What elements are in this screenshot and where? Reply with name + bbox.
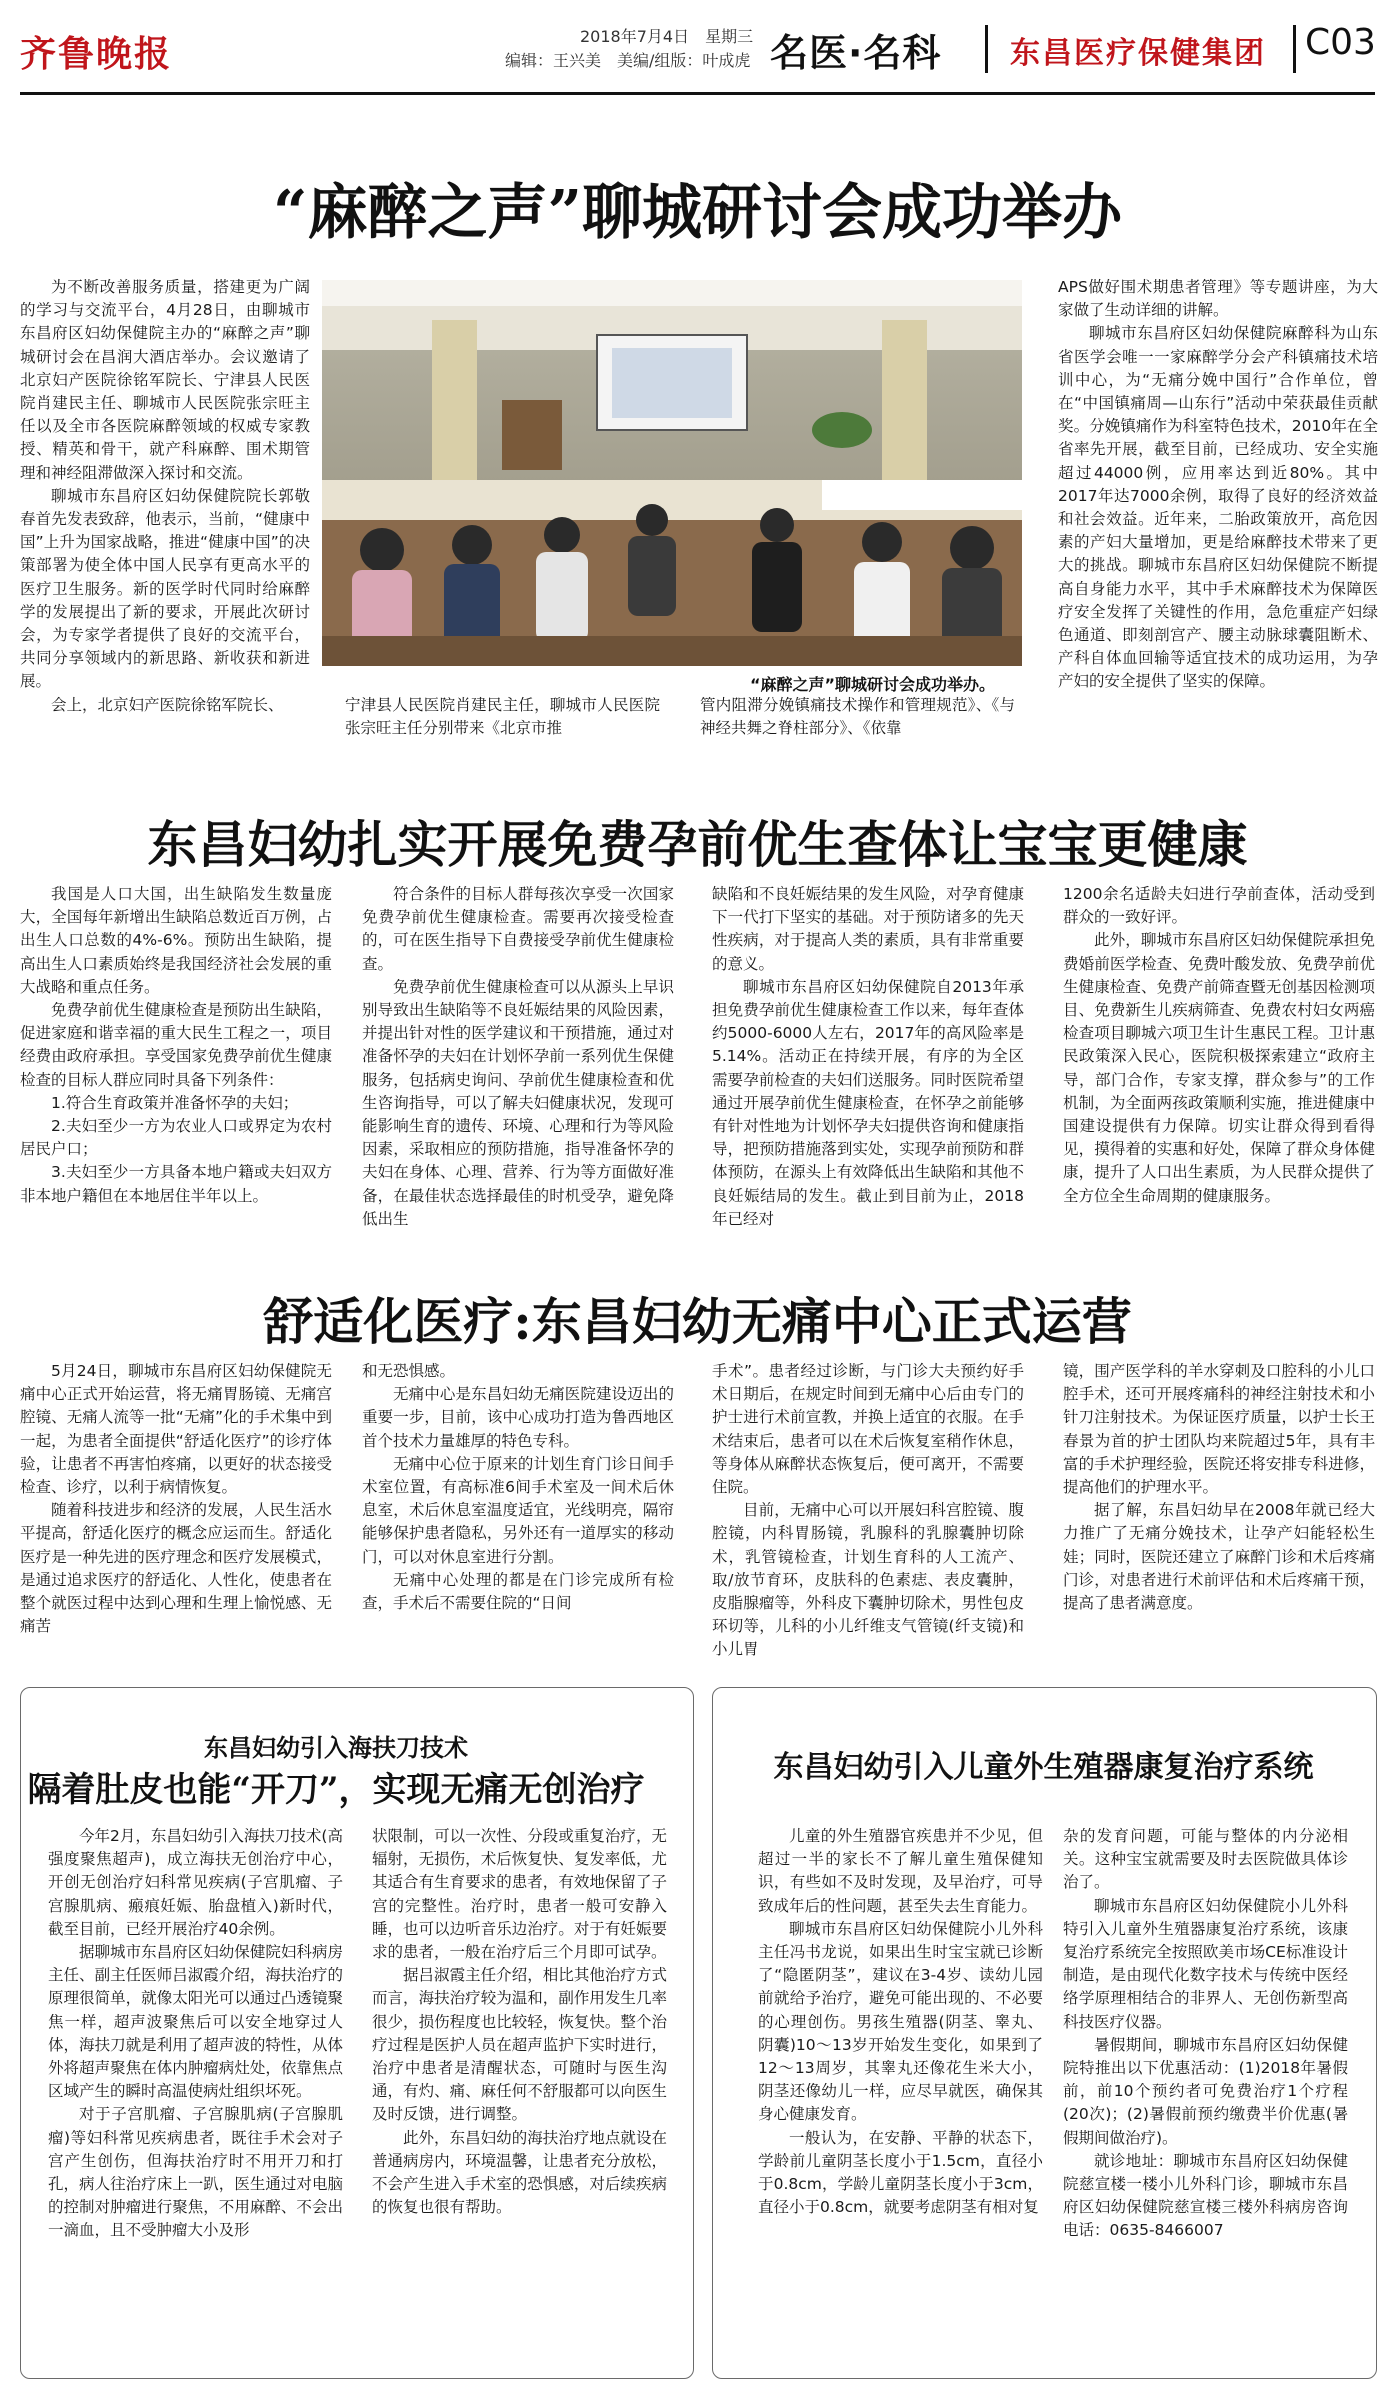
paragraph: 聊城市东昌府区妇幼保健院小儿外科特引入儿童外生殖器康复治疗系统，该康复治疗系统完全按照欧美市场CE标准设计制造，是由现代化数字技术与传统中医经络学原理相结合的非界人、无创伤新型高科技医疗仪器。 [1063, 1896, 1348, 2031]
paragraph: 手术”。患者经过诊断，与门诊大夫预约好手术日期后，在规定时间到无痛中心后由专门的护士进行术前宣教，并换上适宜的衣服。在手术结束后，患者可以在术后恢复室稍作休息，等身体从麻醉状态恢复后，便可离开，不需要住院。 [712, 1362, 1024, 1497]
paragraph: 儿童的外生殖器官疾患并不少见，但超过一半的家长不了解儿童生殖保健知识，有些如不及时发现，及早治疗，可导致成年后的性问题，甚至失去生育能力。 [758, 1827, 1043, 1915]
paragraph: 镜，围产医学科的羊水穿刺及口腔科的小儿口腔手术，还可开展疼痛科的神经注射技术和小针刀注射技术。为保证医疗质量，以护士长王春景为首的护士团队均来院超过5年，具有丰富的手术护理经验，医院还将安排专科进修，提高他们的护理水平。 [1063, 1362, 1375, 1497]
paragraph: 5月24日，聊城市东昌府区妇幼保健院无痛中心正式开始运营，将无痛胃肠镜、无痛宫腔镜、无痛人流等一批“无痛”化的手术集中到一起，为患者全面提供“舒适化医疗”的诊疗体验，让患者不再害怕疼痛，以更好的状态接受检查、诊疗，以利于病情恢复。 [20, 1362, 332, 1497]
paragraph: 聊城市东昌府区妇幼保健院小儿外科主任冯书龙说，如果出生时宝宝就已诊断了“隐匿阴茎”，建议在3-4岁、读幼儿园前就给予治疗，避免可能出现的、不必要的心理创伤。男孩生殖器(阴茎、睾丸、阴囊)10～13岁开始发生变化，如果到了12～13周岁，其睾丸还像花生米大小，阴茎还像幼儿一样，应尽早就医，确保其身心健康发育。 [758, 1919, 1043, 2124]
article-column [345, 694, 660, 750]
page-number: C03 [1305, 22, 1376, 63]
paragraph: 为不断改善服务质量，搭建更为广阔的学习与交流平台，4月28日，由聊城市东昌府区妇幼保健院主办的“麻醉之声”聊城研讨会在昌润大酒店举办。会议邀请了北京妇产医院徐铭军院长、宁津县人民医院肖建民主任、聊城市人民医院张宗旺主任以及全市各医院麻醉领域的权威专家教授、精英和骨干，就产科麻醉、围术期管理和神经阻滞做深入探讨和交流。 [20, 278, 310, 482]
paragraph: 我国是人口大国，出生缺陷发生数量庞大，全国每年新增出生缺陷总数近百万例，占出生人口总数的4%-6%。预防出生缺陷，提高出生人口素质始终是我国经济社会发展的重大战略和重点任务。 [20, 885, 332, 996]
paragraph: 此外，聊城市东昌府区妇幼保健院承担免费婚前医学检查、免费叶酸发放、免费孕前优生健康检查、免费产前筛查暨无创基因检测项目、免费新生儿疾病筛查、免费农村妇女两癌检查项目聊城六项卫生计生惠民工程。卫计惠民政策深入民心，医院积极探索建立“政府主导，部门合作，专家支撑，群众参与”的工作机制，为全面两孩政策顺利实施，推进健康中国建设提供有力保障。切实让群众得到看得见，摸得着的实惠和好处，保障了群众身体健康，提升了人口出生素质，为人民群众提供了全方位全生命周期的健康服务。 [1063, 931, 1375, 1205]
photo-caption: “麻醉之声”聊城研讨会成功举办。 [750, 675, 996, 694]
paragraph: 符合条件的目标人群每孩次享受一次国家免费孕前优生健康检查。需要再次接受检查的，可在医生指导下自费接受孕前优生健康检查。 [362, 885, 674, 973]
issue-date: 2018年7月4日 星期三 [580, 27, 754, 46]
article-column [372, 1825, 667, 2365]
paragraph: 此外，东昌妇幼的海扶治疗地点就设在普通病房内，环境温馨，让患者充分放松，不会产生进入手术室的恐惧感，对后续疾病的恢复也很有帮助。 [372, 2128, 667, 2217]
article-column [1063, 883, 1375, 1273]
article-column [20, 276, 310, 776]
header-divider [985, 25, 988, 73]
article-headline: 东昌妇幼扎实开展免费孕前优生查体让宝宝更健康 [147, 815, 1248, 874]
paragraph: 无痛中心是东昌妇幼无痛医院建设迈出的重要一步，目前，该中心成功打造为鲁西地区首个技术力量雄厚的特色专科。 [362, 1385, 674, 1450]
paragraph: 暑假期间，聊城市东昌府区妇幼保健院特推出以下优惠活动：(1)2018年暑假前，前10个预约者可免费治疗1个疗程(20次)；(2)暑假前预约缴费半价优惠(暑假期间做治疗)。 [1063, 2035, 1348, 2147]
paragraph: 随着科技进步和经济的发展，人民生活水平提高，舒适化医疗的概念应运而生。舒适化医疗是一种先进的医疗理念和医疗发展模式，是通过追求医疗的舒适化、人性化，使患者在整个就医过程中达到心理和生理上愉悦感、无痛苦 [20, 1501, 332, 1636]
conference-room-photo-icon [322, 280, 1022, 666]
paragraph: 就诊地址：聊城市东昌府区妇幼保健院慈宣楼一楼小儿外科门诊，聊城市东昌府区妇幼保健院慈宣楼三楼外科病房咨询电话：0635-8466007 [1063, 2151, 1348, 2240]
article-column [362, 1360, 674, 1675]
box-kicker: 东昌妇幼引入海扶刀技术 [204, 1734, 468, 1762]
paragraph: 状限制，可以一次性、分段或重复治疗，无辐射，无损伤，术后恢复快、复发率低，尤其适合有生育要求的患者，有效地保留了子宫的完整性。治疗时，患者一般可安静入睡，也可以边听音乐边治疗。对于有妊娠要求的患者，一般在治疗后三个月即可试孕。 [372, 1827, 667, 1962]
paragraph: 目前，无痛中心可以开展妇科宫腔镜、腹腔镜，内科胃肠镜，乳腺科的乳腺囊肿切除术，乳管镜检查，计划生育科的人工流产、取/放节育环，皮肤科的色素痣、表皮囊肿，皮脂腺瘤等，外科皮下囊肿切除术，男性包皮环切等，儿科的小儿纤维支气管镜(纤支镜)和小儿胃 [712, 1501, 1024, 1659]
paragraph: 据了解，东昌妇幼早在2008年就已经大力推广了无痛分娩技术，让孕产妇能轻松生娃；同时，医院还建立了麻醉门诊和术后疼痛门诊，对患者进行术前评估和术后疼痛干预，提高了患者满意度。 [1063, 1501, 1375, 1613]
newspaper-logo: 齐鲁晚报 [20, 33, 173, 75]
paragraph: 聊城市东昌府区妇幼保健院自2013年承担免费孕前优生健康检查工作以来，每年查体约5000-6000人左右，2017年的高风险率是5.14%。活动正在持续开展，有序的为全区需要孕前检查的夫妇们送服务。同时医院希望通过开展孕前优生健康检查，在怀孕之前能够有针对性地为计划怀孕夫妇提供咨询和健康指导，把预防措施落到实处，实现孕前预防和群体预防，在源头上有效降低出生缺陷和其他不良妊娠结局的发生。截止到目前为止，2018年已经对 [712, 977, 1024, 1228]
article-column [1063, 1360, 1375, 1675]
paragraph: 聊城市东昌府区妇幼保健院麻醉科为山东省医学会唯一一家麻醉学分会产科镇痛技术培训中心，为“无痛分娩中国行”合作单位，曾在“中国镇痛周—山东行”活动中荣获最佳贡献奖。分娩镇痛作为科室特色技术，2010年在全省率先开展，截至目前，已经成功、安全实施超过44000例，应用率达到近80%。其中2017年达7000余例，取得了良好的经济效益和社会效益。近年来，二胎政策放开，高危因素的产妇大量增加，更是给麻醉技术带来了更大的挑战。聊城市东昌府区妇幼保健院不断提高自身能力水平，其中手术麻醉技术为保障医疗安全发挥了关键性的作用，急危重症产妇绿色通道、即刻剖宫产、腰主动脉球囊阻断术、产科自体血回输等适宜技术的成功运用，为孕产妇的安全提供了坚实的保障。 [1058, 324, 1378, 691]
paragraph: 对于子宫肌瘤、子宫腺肌病(子宫腺肌瘤)等妇科常见疾病患者，既往手术会对子宫产生创伤，但海扶治疗时不用开刀和打孔，病人往治疗床上一趴，医生通过对电脑的控制对肿瘤进行聚焦，不用麻醉、不会出一滴血，且不受肿瘤大小及形 [48, 2105, 343, 2240]
paragraph: 聊城市东昌府区妇幼保健院院长郭敬春首先发表致辞，他表示，当前，“健康中国”上升为国家战略，推进“健康中国”的决策部署为使全体中国人民享有更高水平的医疗卫生服务。新的医学时代同时给麻醉学的发展提出了新的要求，开展此次研讨会，为专家学者提供了良好的交流平台，共同分享领域内的新思路、新收获和新进展。 [20, 486, 310, 691]
sponsor-name: 东昌医疗保健集团 [1010, 36, 1266, 71]
paragraph: 一般认为，在安静、平静的状态下，学龄前儿童阴茎长度小于1.5cm，直径小于0.8cm，学龄儿童阴茎长度小于3cm，直径小于0.8cm，就要考虑阴茎有相对复 [758, 2128, 1043, 2217]
article-column [712, 883, 1024, 1273]
box-headline: 东昌妇幼引入儿童外生殖器康复治疗系统 [773, 1750, 1314, 1785]
paragraph: 3.夫妇至少一方具备本地户籍或夫妇双方非本地户籍但在本地居住半年以上。 [20, 1163, 332, 1205]
paragraph: 管内阻滞分娩镇痛技术操作和管理规范》、《与神经共舞之脊柱部分》、《依靠 [700, 696, 1015, 738]
editor-credits: 编辑：王兴美 美编/组版：叶成虎 [505, 51, 751, 70]
article-headline: “麻醉之声”聊城研讨会成功举办 [272, 178, 1123, 248]
paragraph: 会上，北京妇产医院徐铭军院长、 [51, 695, 284, 714]
paragraph: 据吕淑霞主任介绍，相比其他治疗方式而言，海扶治疗较为温和，副作用发生几率很少，损伤程度也比较轻，恢复快。整个治疗过程是医护人员在超声监护下实时进行，治疗中患者是清醒状态，可随时与医生沟通，有灼、痛、麻任何不舒服都可以向医生及时反馈，进行调整。 [372, 1966, 667, 2124]
header-rule [20, 92, 1375, 95]
paragraph: 缺陷和不良妊娠结果的发生风险，对孕育健康下一代打下坚实的基础。对于预防诸多的先天性疾病，对于提高人类的素质，具有非常重要的意义。 [712, 885, 1024, 973]
conference-photo [322, 280, 1022, 666]
paragraph: 1.符合生育政策并准备怀孕的夫妇； [51, 1093, 299, 1112]
article-column [1058, 276, 1378, 756]
article-column [20, 1360, 332, 1675]
paragraph: 宁津县人民医院肖建民主任，聊城市人民医院张宗旺主任分别带来《北京市推 [345, 696, 660, 738]
paragraph: 无痛中心位于原来的计划生育门诊日间手术室位置，有高标准6间手术室及一间术后休息室，术后休息室温度适宜，光线明亮，隔帘能够保护患者隐私，另外还有一道厚实的移动门，可以对休息室进行分割。 [362, 1454, 674, 1566]
section-title: 名医·名科 [770, 31, 942, 75]
header-divider [1293, 25, 1296, 73]
paragraph: 免费孕前优生健康检查可以从源头上早识别导致出生缺陷等不良妊娠结果的风险因素，并提出针对性的医学建议和干预措施，通过对准备怀孕的夫妇在计划怀孕前一系列优生保健服务，包括病史询问、孕前优生健康检查和优生咨询指导，可以了解夫妇健康状况，发现可能影响生育的遗传、环境、心理和行为等风险因素，采取相应的预防措施，指导准备怀孕的夫妇在身体、心理、营养、行为等方面做好准备，在最佳状态选择最佳的时机受孕，避免降低出生 [362, 977, 674, 1228]
box-headline: 隔着肚皮也能“开刀”，实现无痛无创治疗 [27, 1770, 645, 1810]
paragraph: 杂的发育问题，可能与整体的内分泌相关。这种宝宝就需要及时去医院做具体诊治了。 [1063, 1827, 1348, 1892]
paragraph: 和无恐惧感。 [362, 1362, 456, 1380]
article-column [362, 883, 674, 1273]
paragraph: 今年2月，东昌妇幼引入海扶刀技术(高强度聚焦超声)，成立海扶无创治疗中心，开创无创治疗妇科常见疾病(子宫肌瘤、子宫腺肌病、瘢痕妊娠、胎盘植入)新时代，截至目前，已经开展治疗40余例。 [48, 1827, 343, 1938]
paragraph: 据聊城市东昌府区妇幼保健院妇科病房主任、副主任医师吕淑霞介绍，海扶治疗的原理很简单，就像太阳光可以通过凸透镜聚焦一样，超声波聚焦后可以安全地穿过人体，海扶刀就是利用了超声波的特性，从体外将超声聚焦在体内肿瘤病灶处，依靠焦点区域产生的瞬时高温使病灶组织坏死。 [48, 1943, 343, 2101]
paragraph: 1200余名适龄夫妇进行孕前查体，活动受到群众的一致好评。 [1063, 885, 1375, 927]
article-column [700, 694, 1015, 750]
paragraph: 无痛中心处理的都是在门诊完成所有检查，手术后不需要住院的“日间 [362, 1570, 674, 1613]
article-headline: 舒适化医疗:东昌妇幼无痛中心正式运营 [263, 1292, 1132, 1351]
article-column [48, 1825, 343, 2365]
paragraph: APS做好围术期患者管理》等专题讲座，为大家做了生动详细的讲解。 [1058, 278, 1378, 320]
article-column [1063, 1825, 1348, 2365]
paragraph: 免费孕前优生健康检查是预防出生缺陷，促进家庭和谐幸福的重大民生工程之一，项目经费由政府承担。享受国家免费孕前优生健康检查的目标人群应同时具备下列条件： [20, 1001, 332, 1089]
article-column [758, 1825, 1043, 2365]
article-column [20, 883, 332, 1273]
article-column [712, 1360, 1024, 1675]
paragraph: 2.夫妇至少一方为农业人口或界定为农村居民户口； [20, 1117, 332, 1159]
